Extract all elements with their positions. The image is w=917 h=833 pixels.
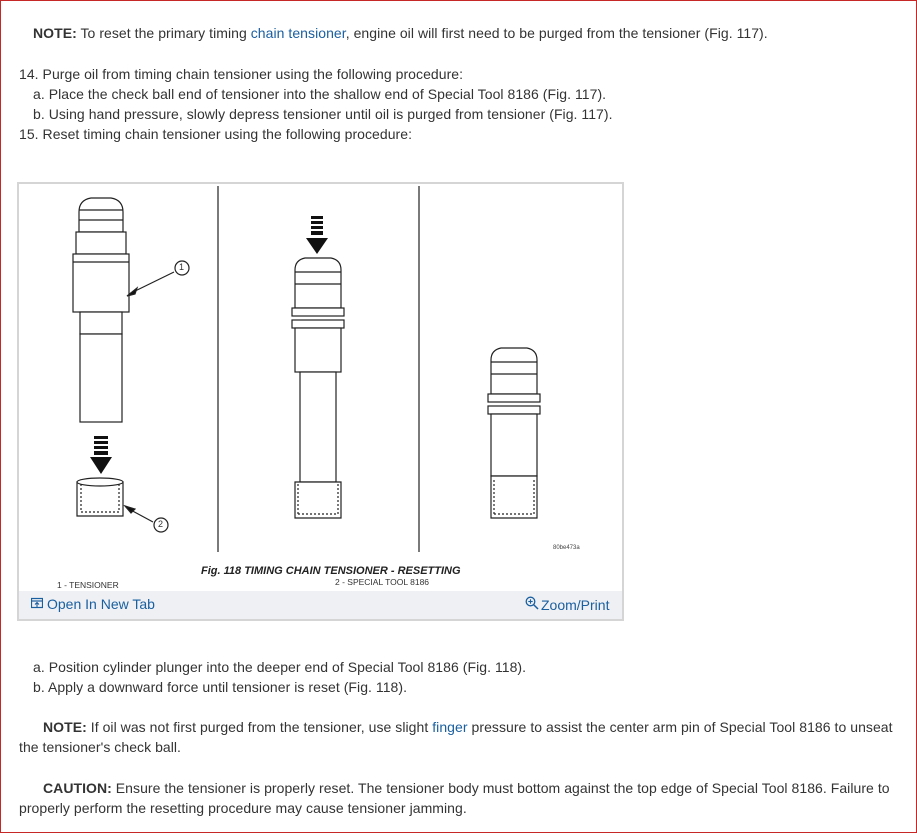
note-text-a: To reset the primary timing [80,25,247,41]
caution-note [19,778,904,818]
finger-link[interactable]: finger [432,719,468,735]
zoom-print-button[interactable] [525,596,609,613]
open-in-new-tab-button[interactable] [31,596,155,612]
figure-118 [17,182,624,621]
legend-tensioner: 1 - TENSIONER [57,580,119,590]
tensioner-illustration [19,184,622,591]
note-finger-pressure [19,717,904,757]
down-arrow-icon [90,436,112,474]
tensioner-panel-1 [73,198,129,422]
callout-1-label: 1 [179,262,185,272]
image-code: 80be473a [553,545,580,551]
new-tab-icon [31,596,43,612]
note2-text-b: pressure to assist the center arm pin of Special Tool 8186 to unseat the tensioner's check ball. [19,719,893,755]
callout-2-label: 2 [158,519,164,529]
step-14a: a. Place the check ball end of tensioner into the shallow end of Special Tool 8186 (Fig. 117). [33,86,607,102]
step-14b: b. Using hand pressure, slowly depress tensioner until oil is purged from tensioner (Fig. 117). [33,106,613,122]
figure-title: Fig. 118 TIMING CHAIN TENSIONER - RESETTING [201,565,461,577]
caution-label: CAUTION: [43,780,112,796]
caution-text: Ensure the tensioner is properly reset. The tensioner body must bottom against the top edge of Special Tool 8186. Failure to properly perform the resetting procedure may cause tensioner jamming. [19,780,890,816]
chain-tensioner-link[interactable]: chain tensioner [250,25,346,41]
note2-text-a: If oil was not first purged from the tensioner, use slight [90,719,429,735]
note-label: NOTE: [33,25,77,41]
note-text-b: , engine oil will first need to be purged from the tensioner (Fig. 117). [345,25,768,41]
special-tool-panel-1 [77,478,123,516]
note-intro [33,23,768,43]
figure-toolbar [19,591,622,619]
legend-special-tool: 2 - SPECIAL TOOL 8186 [335,577,430,587]
zoom-print-label: Zoom/Print [541,596,610,613]
step-14: 14. Purge oil from timing chain tensioner using the following procedure: [19,66,464,82]
down-arrow-icon [306,216,328,254]
zoom-in-icon [525,596,539,613]
substep-b: b. Apply a downward force until tensioner is reset (Fig. 118). [33,679,408,695]
open-in-new-tab-label: Open In New Tab [47,596,155,612]
note2-label: NOTE: [43,719,87,735]
tensioner-in-tool-panel-2 [292,258,344,518]
step-15: 15. Reset timing chain tensioner using the following procedure: [19,126,413,142]
tensioner-reset-panel-3 [488,348,540,518]
substep-a: a. Position cylinder plunger into the deeper end of Special Tool 8186 (Fig. 118). [33,659,527,675]
